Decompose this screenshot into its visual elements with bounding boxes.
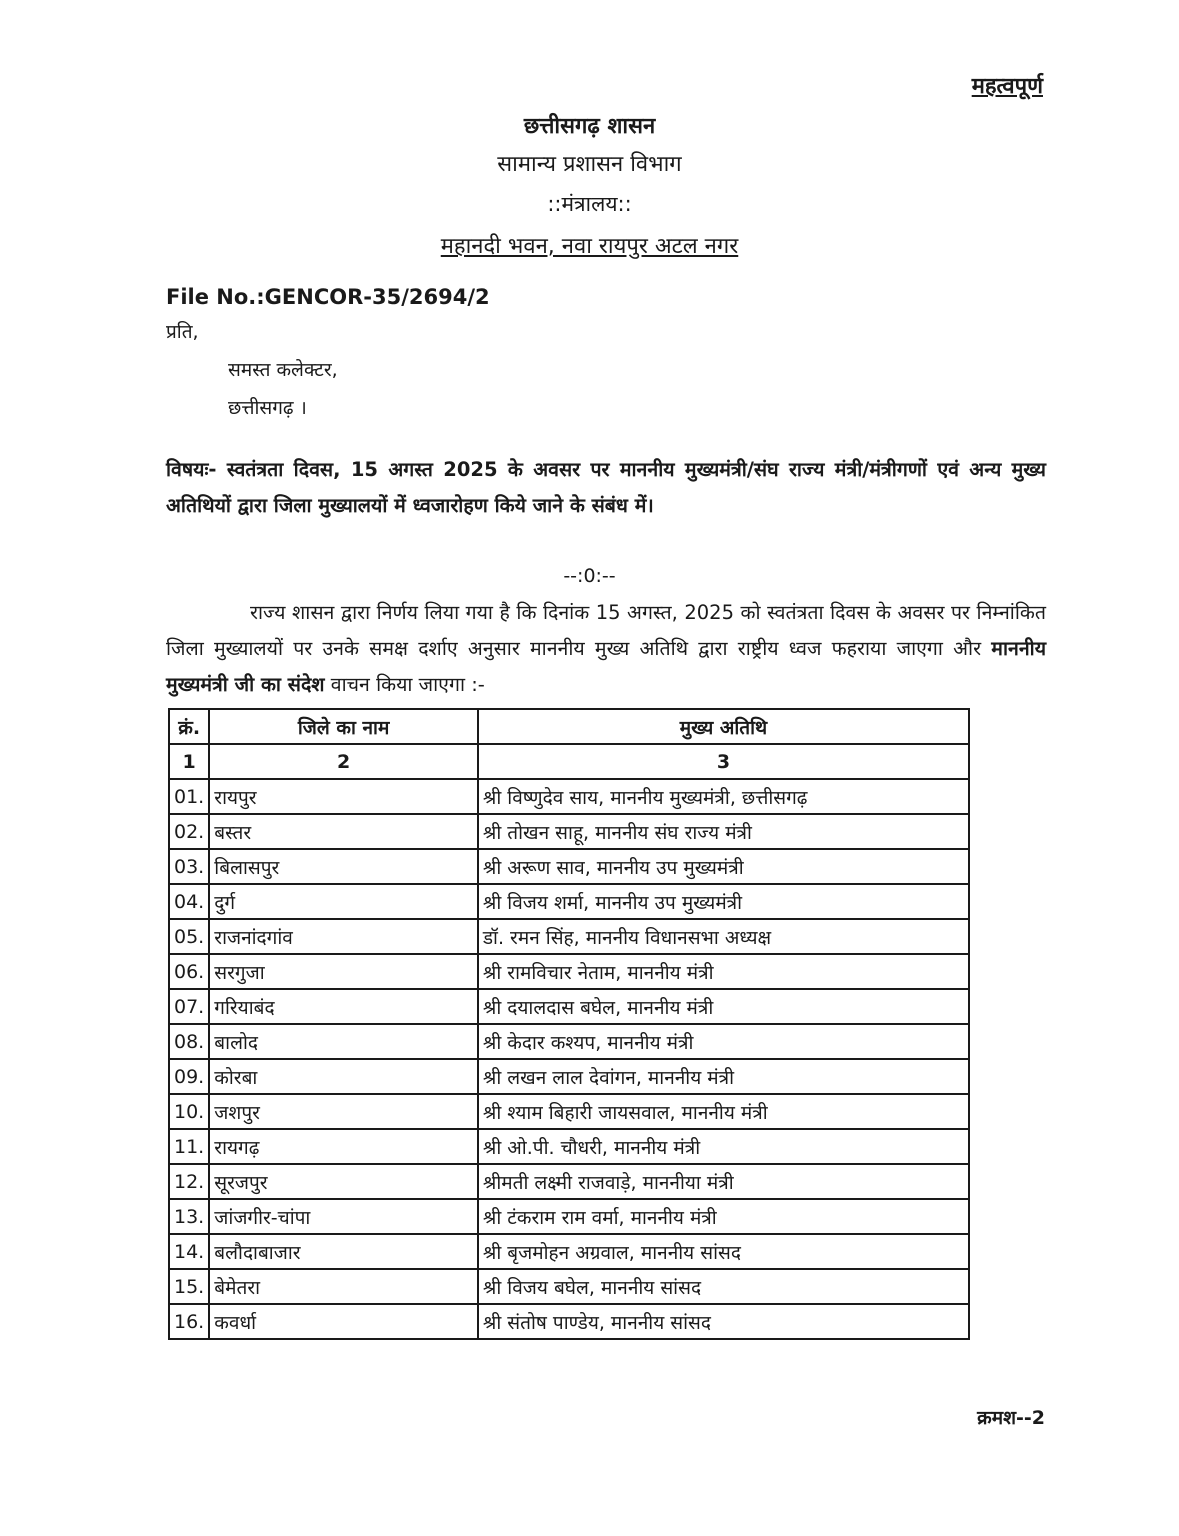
column-number-1: 1	[169, 744, 209, 779]
row-district: जशपुर	[209, 1094, 478, 1129]
office-address: महानदी भवन, नवा रायपुर अटल नगर	[440, 234, 739, 259]
row-serial: 06.	[169, 954, 209, 989]
body-paragraph	[166, 595, 1046, 703]
row-district: गरियाबंद	[209, 989, 478, 1024]
row-guest: श्री विजय बघेल, माननीय सांसद	[478, 1269, 969, 1304]
row-guest: श्री संतोष पाण्डेय, माननीय सांसद	[478, 1304, 969, 1339]
table-row	[169, 1269, 969, 1304]
table-row	[169, 1199, 969, 1234]
row-serial: 14.	[169, 1234, 209, 1269]
government-title: छत्तीसगढ़ शासन	[523, 114, 656, 139]
row-guest: श्री ओ.पी. चौधरी, माननीय मंत्री	[478, 1129, 969, 1164]
row-district: कोरबा	[209, 1059, 478, 1094]
row-serial: 04.	[169, 884, 209, 919]
column-number-2: 2	[209, 744, 478, 779]
row-serial: 08.	[169, 1024, 209, 1059]
row-guest: श्रीमती लक्ष्मी राजवाड़े, माननीया मंत्री	[478, 1164, 969, 1199]
table-body	[169, 779, 969, 1339]
row-district: बस्तर	[209, 814, 478, 849]
row-serial: 07.	[169, 989, 209, 1024]
table-row	[169, 1129, 969, 1164]
department-title: सामान्य प्रशासन विभाग	[497, 152, 682, 177]
table-row	[169, 779, 969, 814]
table-row	[169, 1234, 969, 1269]
row-serial: 09.	[169, 1059, 209, 1094]
table-row	[169, 1164, 969, 1199]
row-district: रायपुर	[209, 779, 478, 814]
row-district: बलौदाबाजार	[209, 1234, 478, 1269]
body-text-part1: राज्य शासन द्वारा निर्णय लिया गया है कि दिनांक 15 अगस्त, 2025 को स्वतंत्रता दिवस के अवसर पर निम्नांकित जिला मुख्यालयों पर उनके समक्ष दर्शाए अनुसार माननीय मुख्य अतिथि द्वारा राष्ट्रीय ध्वज फहराया जाएगा और	[166, 601, 1046, 660]
row-serial: 15.	[169, 1269, 209, 1304]
important-label: महत्वपूर्ण	[971, 74, 1043, 99]
table-row	[169, 884, 969, 919]
row-guest: श्री श्याम बिहारी जायसवाल, माननीय मंत्री	[478, 1094, 969, 1129]
header-serial: क्रं.	[169, 709, 209, 744]
continuation-label: क्रमश--2	[977, 1407, 1045, 1429]
row-district: बालोद	[209, 1024, 478, 1059]
table-row	[169, 989, 969, 1024]
table-row	[169, 1024, 969, 1059]
row-guest: श्री तोखन साहू, माननीय संघ राज्य मंत्री	[478, 814, 969, 849]
row-guest: श्री दयालदास बघेल, माननीय मंत्री	[478, 989, 969, 1024]
column-number-3: 3	[478, 744, 969, 779]
table-row	[169, 1059, 969, 1094]
row-guest: श्री अरूण साव, माननीय उप मुख्यमंत्री	[478, 849, 969, 884]
row-guest: श्री लखन लाल देवांगन, माननीय मंत्री	[478, 1059, 969, 1094]
body-text-part2: वाचन किया जाएगा :-	[324, 673, 485, 696]
district-guest-table	[168, 708, 970, 1340]
row-district: बेमेतरा	[209, 1269, 478, 1304]
row-serial: 03.	[169, 849, 209, 884]
row-district: सरगुजा	[209, 954, 478, 989]
table-row	[169, 954, 969, 989]
table-row	[169, 814, 969, 849]
row-serial: 10.	[169, 1094, 209, 1129]
row-serial: 13.	[169, 1199, 209, 1234]
table-header-row	[169, 709, 969, 744]
row-serial: 12.	[169, 1164, 209, 1199]
row-district: कवर्धा	[209, 1304, 478, 1339]
table-column-number-row	[169, 744, 969, 779]
recipient-line-2: छत्तीसगढ़ ।	[228, 397, 307, 419]
row-district: सूरजपुर	[209, 1164, 478, 1199]
row-district: बिलासपुर	[209, 849, 478, 884]
recipient-prati: प्रति,	[166, 321, 199, 343]
recipient-line-1: समस्त कलेक्टर,	[228, 359, 338, 381]
header-guest: मुख्य अतिथि	[478, 709, 969, 744]
row-serial: 16.	[169, 1304, 209, 1339]
row-district: दुर्ग	[209, 884, 478, 919]
row-guest: डॉ. रमन सिंह, माननीय विधानसभा अध्यक्ष	[478, 919, 969, 954]
table-row	[169, 919, 969, 954]
row-guest: श्री बृजमोहन अग्रवाल, माननीय सांसद	[478, 1234, 969, 1269]
body-text-bold: माननीय मुख्यमंत्री जी का संदेश	[166, 637, 1046, 696]
row-guest: श्री विजय शर्मा, माननीय उप मुख्यमंत्री	[478, 884, 969, 919]
row-serial: 05.	[169, 919, 209, 954]
header-district: जिले का नाम	[209, 709, 478, 744]
row-district: राजनांदगांव	[209, 919, 478, 954]
table-row	[169, 849, 969, 884]
file-number: File No.:GENCOR-35/2694/2	[166, 285, 490, 309]
row-serial: 11.	[169, 1129, 209, 1164]
row-serial: 01.	[169, 779, 209, 814]
row-guest: श्री केदार कश्यप, माननीय मंत्री	[478, 1024, 969, 1059]
table-row	[169, 1304, 969, 1339]
row-serial: 02.	[169, 814, 209, 849]
mantralaya-title: ::मंत्रालय::	[547, 192, 632, 216]
subject-paragraph: विषयः- स्वतंत्रता दिवस, 15 अगस्त 2025 के अवसर पर माननीय मुख्यमंत्री/संघ राज्य मंत्री/मंत्रीगणों एवं अन्य मुख्य अतिथियों द्वारा जिला मुख्यालयों में ध्वजारोहण किये जाने के संबंध में।	[166, 458, 1046, 517]
row-guest: श्री टंकराम राम वर्मा, माननीय मंत्री	[478, 1199, 969, 1234]
table-row	[169, 1094, 969, 1129]
separator: --:0:--	[563, 565, 616, 587]
row-guest: श्री रामविचार नेताम, माननीय मंत्री	[478, 954, 969, 989]
row-district: रायगढ़	[209, 1129, 478, 1164]
row-guest: श्री विष्णुदेव साय, माननीय मुख्यमंत्री, छत्तीसगढ़	[478, 779, 969, 814]
row-district: जांजगीर-चांपा	[209, 1199, 478, 1234]
